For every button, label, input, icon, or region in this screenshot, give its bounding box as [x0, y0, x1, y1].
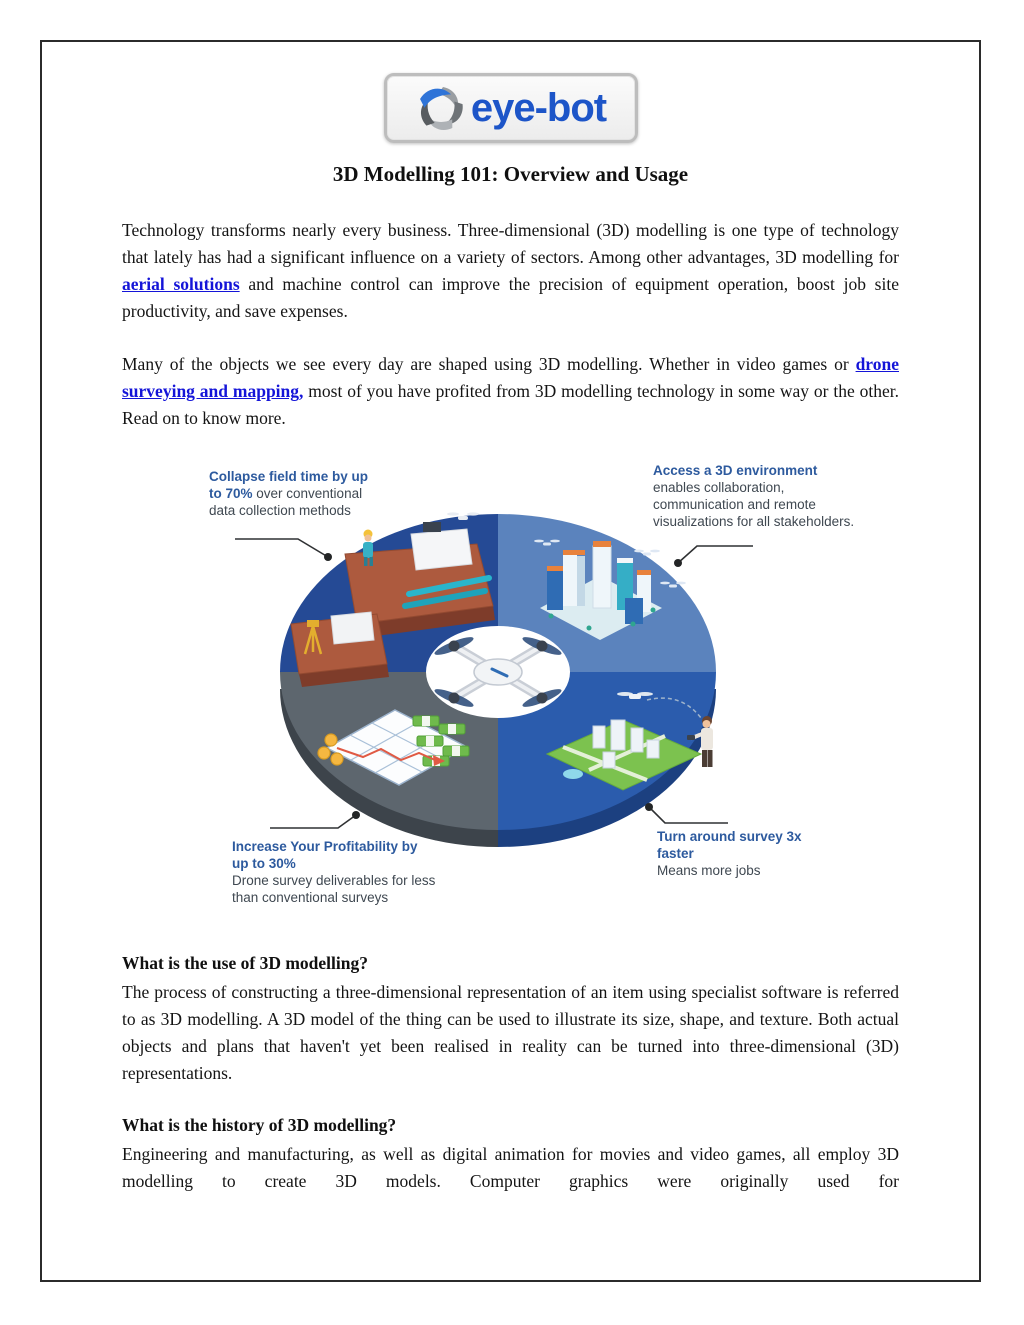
callout-text: Drone survey deliverables for less than conventional surveys: [232, 873, 436, 905]
intro-paragraph-2: [122, 351, 899, 432]
section-heading-history: What is the history of 3D modelling?: [122, 1115, 397, 1135]
paragraph-text: and machine control can improve the precision of equipment operation, boost job site productivity, and save expenses.: [122, 274, 899, 321]
section-heading-use: What is the use of 3D modelling?: [122, 953, 368, 973]
page-title: 3D Modelling 101: Overview and Usage: [332, 162, 689, 186]
section-body-history: Engineering and manufacturing, as well as digital animation for movies and video games, all employ 3D modelling to create 3D models. Computer graphics were originally used for: [122, 1144, 899, 1191]
callout-bold-text: Increase Your Profitability by up to 30%: [232, 839, 418, 871]
callout-bold-text: Collapse field time by up to 70%: [209, 469, 369, 501]
callout-text: Means more jobs: [657, 863, 761, 878]
paragraph-text: most of you have profited from 3D modelling technology in some way or the other. Read on to know more.: [122, 381, 899, 428]
drone-surveying-link[interactable]: drone surveying and mapping,: [122, 354, 899, 401]
aerial-solutions-link[interactable]: aerial solutions: [122, 274, 240, 294]
callout-text: enables collaboration, communication and remote visualizations for all stakeholders.: [653, 480, 855, 529]
callout-3d-environment: [653, 462, 865, 530]
callout-turnaround: [657, 828, 819, 879]
callout-text: over conventional data collection methods: [209, 486, 363, 518]
infographic: [195, 458, 945, 928]
logo-text: eye-bot: [470, 85, 607, 130]
section-body-use: The process of constructing a three-dimensional representation of an item using specialist software is referred to as 3D modelling. A 3D model of the thing can be used to illustrate its size, shape, and texture. Both actual objects and plans that haven't yet been realised in reality can be turned into three-dimensional (3D) representations.: [122, 982, 899, 1083]
callout-field-time: [209, 468, 384, 519]
paragraph-text: Technology transforms nearly every business. Three-dimensional (3D) modelling is one type of technology that lately has had a significant influence on a variety of sectors. Among other advantages, 3D modelling for: [122, 220, 899, 267]
callout-bold-text: Access a 3D environment: [653, 463, 818, 478]
eye-bot-logo: [384, 73, 638, 143]
paragraph-text: Many of the objects we see every day are shaped using 3D modelling. Whether in video games or: [122, 354, 856, 374]
callout-profitability: [232, 838, 437, 906]
callout-bold-text: Turn around survey 3x faster: [657, 829, 802, 861]
intro-paragraph-1: [122, 217, 899, 325]
document-page: [40, 40, 981, 1282]
swirl-icon: [415, 82, 467, 134]
